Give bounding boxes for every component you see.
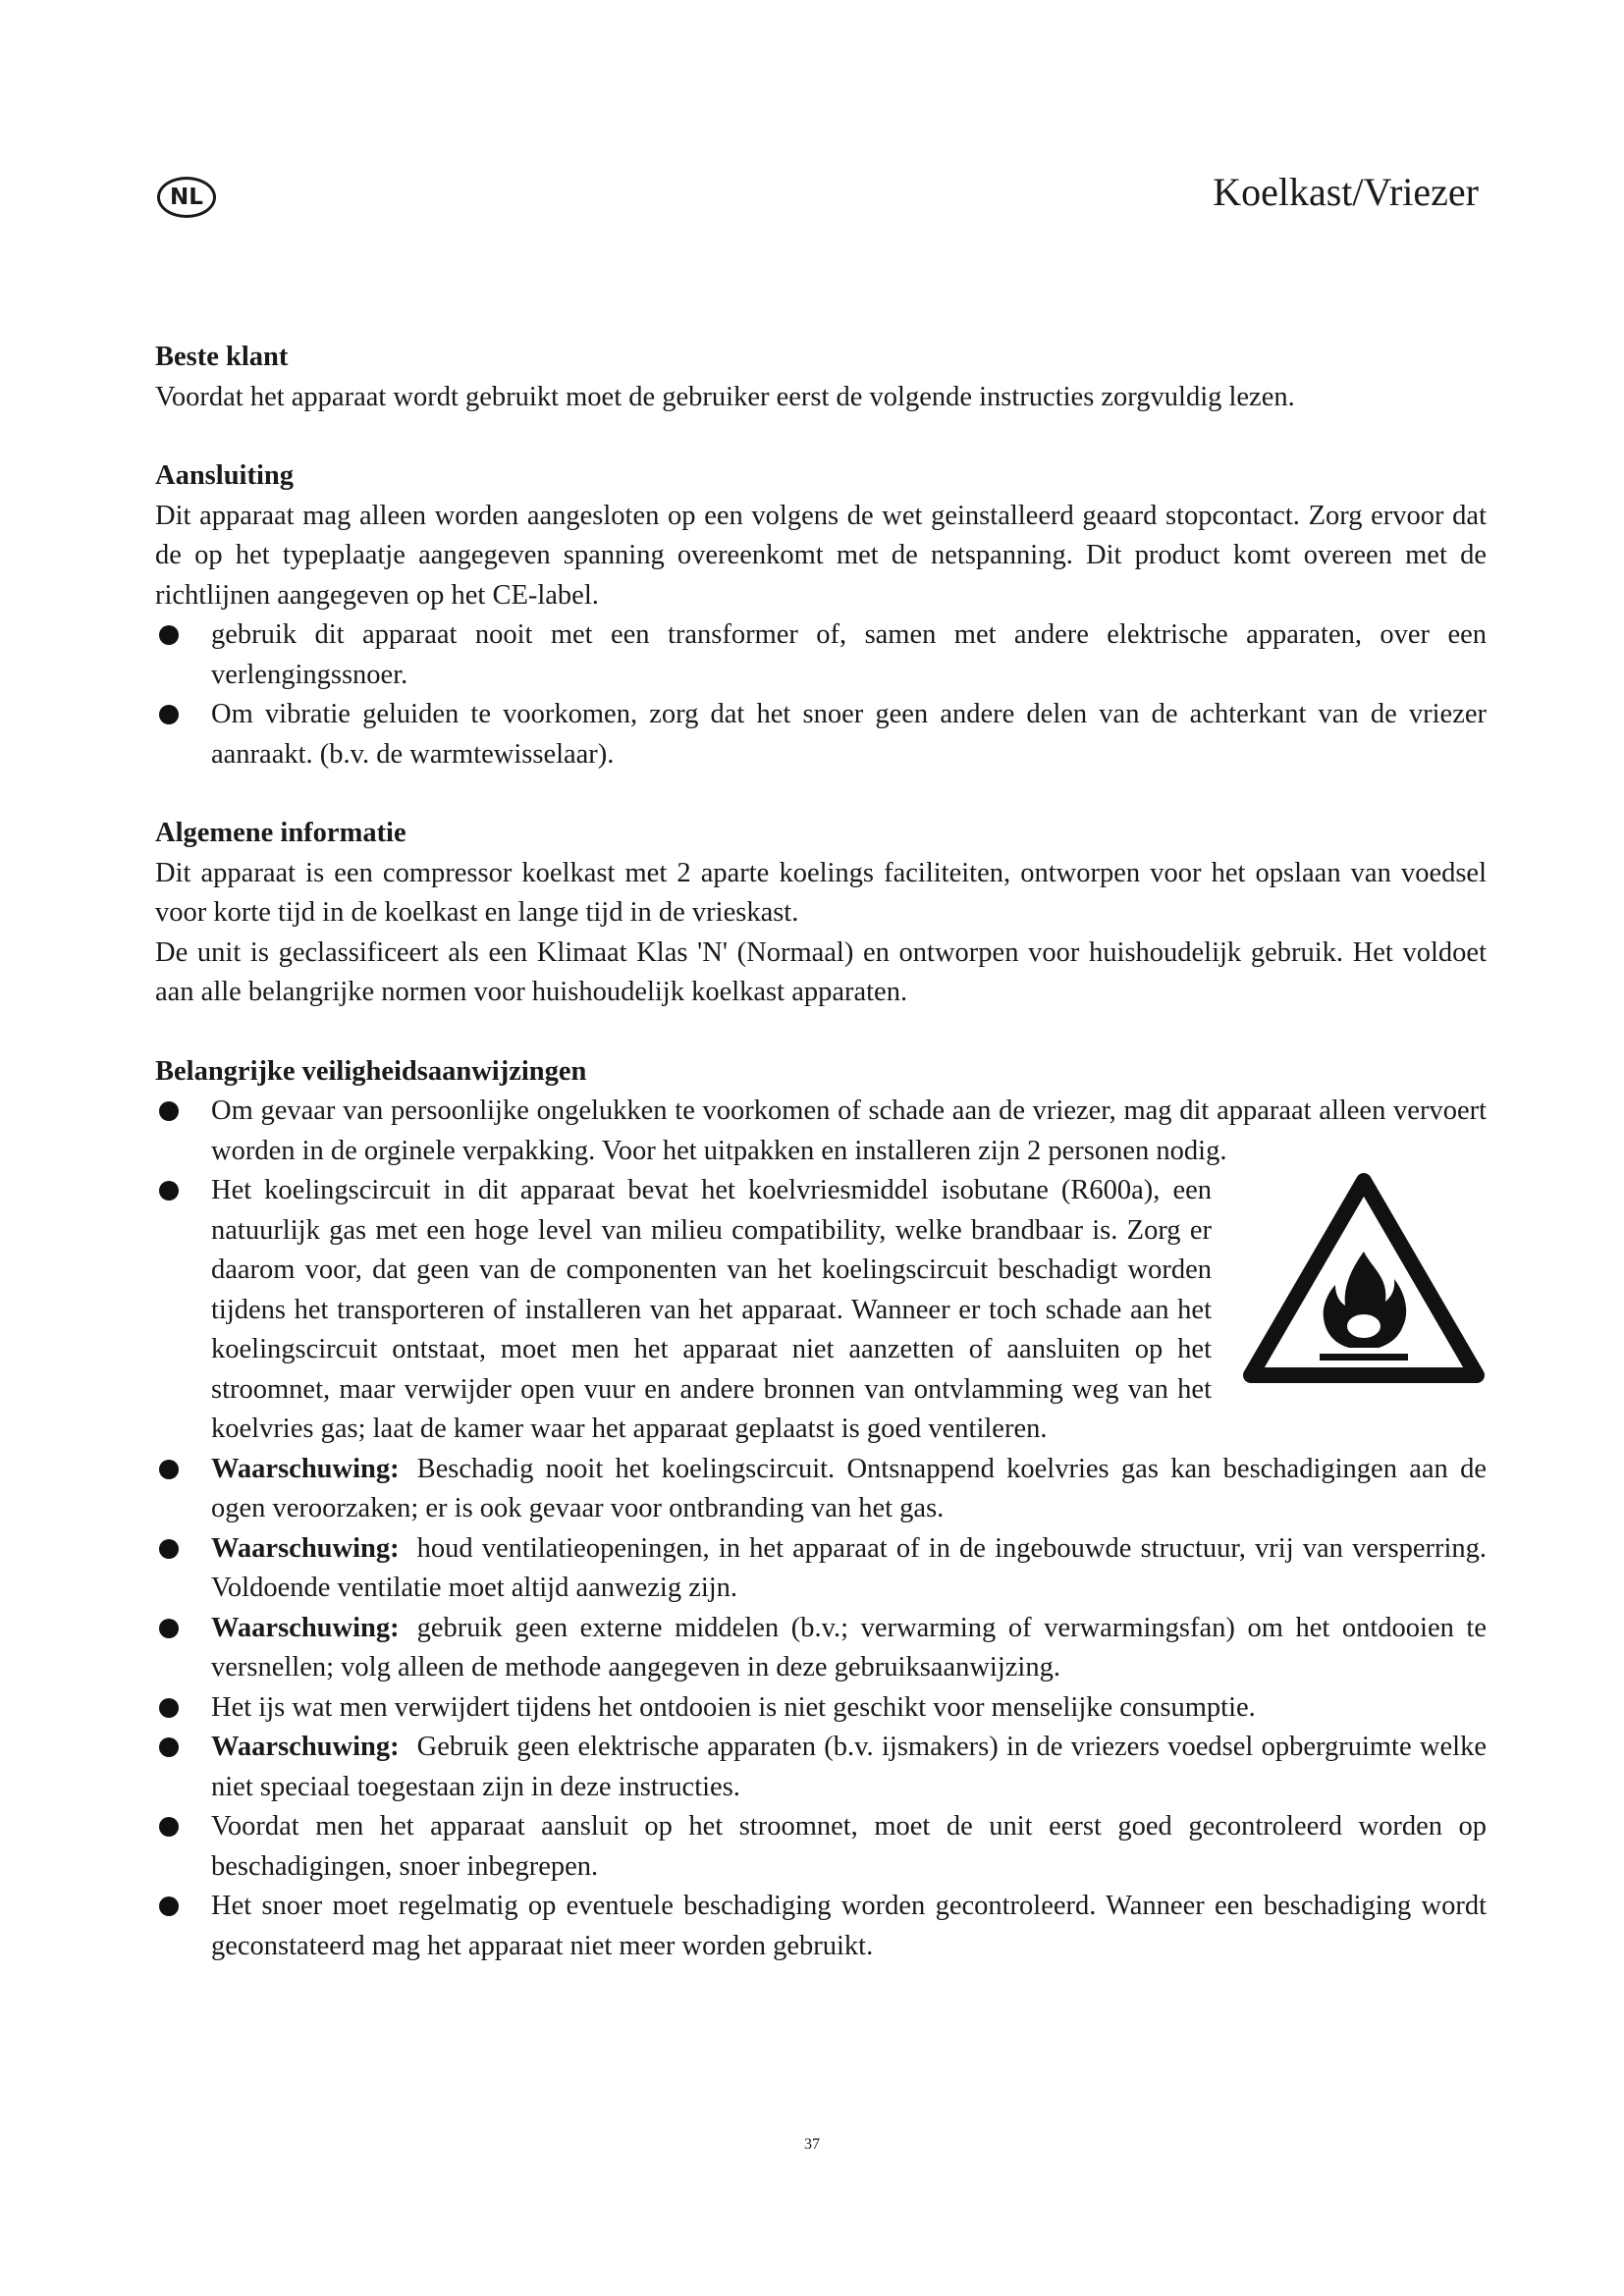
section-dear-customer: [155, 338, 1487, 417]
list-item: [155, 1450, 1487, 1529]
list-item-text: Gebruik geen elektrische apparaten (b.v. ijsmakers) in de vriezers voedsel opbergruimte welke niet speciaal toegestaan zijn in deze instructies.: [211, 1732, 1487, 1802]
paragraph: Dit apparaat mag alleen worden aangesloten op een volgens de wet geinstalleerd geaard stopcontact. Zorg ervoor dat de op het typeplaatje aangegeven spanning overeenkomt met de netspanning. Dit product komt overeen met de richtlijnen aangegeven op het CE-label.: [155, 500, 1487, 611]
list-item-text: Om gevaar van persoonlijke ongelukken te voorkomen of schade aan de vriezer, mag dit apparaat alleen vervoert worden in de orginele verpakking. Voor het uitpakken en installeren zijn 2 personen nodig.: [211, 1095, 1487, 1166]
bullet-icon: [159, 625, 179, 645]
section-heading: Beste klant: [155, 342, 289, 372]
language-code: NL: [170, 185, 203, 210]
list-item-text: gebruik geen externe middelen (b.v.; verwarming of verwarmingsfan) om het ontdooien te versnellen; volg alleen de methode aangegeven in deze gebruiksaanwijzing.: [211, 1612, 1487, 1682]
page-title: Koelkast/Vriezer: [1213, 170, 1479, 214]
bullet-icon: [159, 1460, 179, 1479]
list-item: [155, 1807, 1487, 1887]
list-item: [155, 1728, 1487, 1807]
paragraph: De unit is geclassificeert als een Klimaat Klas 'N' (Normaal) en ontworpen voor huishoudelijk gebruik. Het voldoet aan alle belangrijke normen voor huishoudelijk koelkast apparaten.: [155, 936, 1487, 1007]
list-item-text: Het snoer moet regelmatig op eventuele beschadiging worden gecontroleerd. Wanneer een beschadiging wordt geconstateerd mag het apparaat niet meer worden gebruikt.: [211, 1891, 1487, 1961]
warning-label: Waarschuwing:: [211, 1612, 400, 1643]
page-number: 37: [804, 2136, 820, 2153]
list-item-text: Het koelingscircuit in dit apparaat bevat het koelvriesmiddel isobutane (R600a), een natuurlijk gas met een hoge level van milieu compatibility, welke brandbaar is. Zorg er daarom voor, dat geen van de componenten van het koelingscircuit beschadigt worden tijdens het transporteren of installeren van het apparaat. Wanneer er toch schade aan het koelingscircuit ontstaat, moet men het apparaat niet aanzetten of aansluiten op het stroomnet, maar verwijder open vuur en andere bronnen van ontvlamming weg van het koelvries gas; laat de kamer waar het apparaat geplaatst is goed ventileren.: [211, 1175, 1212, 1444]
bullet-icon: [159, 1737, 179, 1757]
list-item-text: Om vibratie geluiden te voorkomen, zorg dat het snoer geen andere delen van de achterkant van de vriezer aanraakt. (b.v. de warmtewisselaar).: [211, 699, 1487, 770]
list-item-text: houd ventilatieopeningen, in het apparaat of in de ingebouwde structuur, vrij van versperring. Voldoende ventilatie moet altijd aanwezig zijn.: [211, 1532, 1487, 1603]
list-item-text: Voordat men het apparaat aansluit op het stroomnet, moet de unit eerst goed gecontroleerd worden op beschadigingen, snoer inbegrepen.: [211, 1811, 1487, 1882]
language-badge: [157, 177, 216, 218]
list-item: [155, 1609, 1487, 1688]
bullet-icon: [159, 1896, 179, 1916]
warning-label: Waarschuwing:: [211, 1732, 400, 1762]
warning-label: Waarschuwing:: [211, 1532, 400, 1564]
list-item: [155, 695, 1487, 774]
paragraph: Voordat het apparaat wordt gebruikt moet de gebruiker eerst de volgende instructies zorgvuldig lezen.: [155, 381, 1295, 412]
bullet-list: [155, 615, 1487, 774]
bullet-icon: [159, 1101, 179, 1121]
flammable-warning-icon: [1241, 1171, 1487, 1385]
bullet-icon: [159, 1619, 179, 1638]
list-item: [155, 1092, 1487, 1171]
list-item: [155, 1688, 1487, 1729]
bullet-icon: [159, 1817, 179, 1837]
section-general-info: [155, 814, 1487, 1013]
bullet-icon: [159, 705, 179, 724]
list-item-text: gebruik dit apparaat nooit met een transformer of, samen met andere elektrische apparaten, over een verlengingssnoer.: [211, 619, 1487, 690]
list-item: [155, 1887, 1487, 1966]
section-safety: [155, 1052, 1487, 1967]
bullet-list: [155, 1092, 1487, 1966]
section-heading: Belangrijke veiligheidsaanwijzingen: [155, 1055, 587, 1087]
list-item: [155, 1171, 1487, 1450]
warning-label: Waarschuwing:: [211, 1453, 400, 1484]
document-body: [155, 338, 1487, 2005]
list-item: [155, 615, 1487, 695]
bullet-icon: [159, 1698, 179, 1718]
section-connection: [155, 456, 1487, 774]
list-item: [155, 1529, 1487, 1609]
bullet-icon: [159, 1539, 179, 1559]
list-item-text: Het ijs wat men verwijdert tijdens het ontdooien is niet geschikt voor menselijke consumptie.: [211, 1691, 1256, 1723]
list-item-text: Beschadig nooit het koelingscircuit. Ontsnappend koelvries gas kan beschadigingen aan de ogen veroorzaken; er is ook gevaar voor ontbranding van het gas.: [211, 1453, 1487, 1523]
section-heading: Algemene informatie: [155, 818, 406, 848]
section-heading: Aansluiting: [155, 460, 294, 491]
paragraph: Dit apparaat is een compressor koelkast met 2 aparte koelings faciliteiten, ontworpen voor het opslaan van voedsel voor korte tijd in de koelkast en lange tijd in de vrieskast.: [155, 857, 1487, 928]
bullet-icon: [159, 1181, 179, 1201]
